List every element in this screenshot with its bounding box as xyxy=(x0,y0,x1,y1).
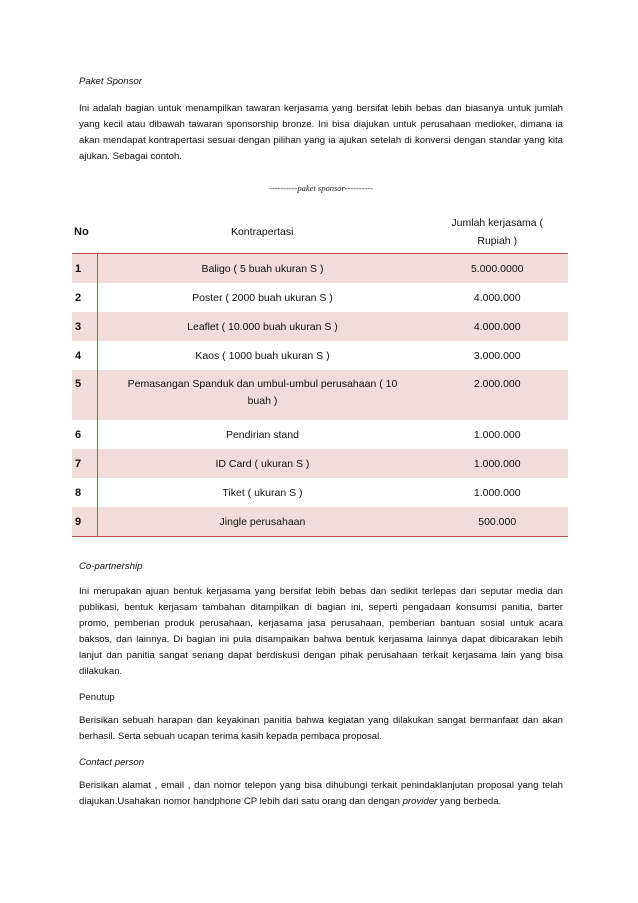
row-item: Jingle perusahaan xyxy=(98,507,427,537)
penutup-paragraph: Berisikan sebuah harapan dan keyakinan panitia bahwa kegiatan yang dilakukan sangat bermanfaat dan akan berhasil. Serta sebuah ucapan terima kasih kepada pembaca proposal. xyxy=(79,715,563,742)
row-item-line2: buah ) xyxy=(247,395,278,407)
header-jumlah xyxy=(426,211,568,254)
row-item: Poster ( 2000 buah ukuran S ) xyxy=(192,291,333,304)
header-jumlah-line2: Rupiah ) xyxy=(477,235,518,247)
copartnership-paragraph: Ini merupakan ajuan bentuk kerjasama yang bersifat lebih bebas dan sedikit terlepas dari seputar media dan publikasi, bentuk kerjasam tambahan ditampilkan di bagian ini, seperti pengadaan konsumsi panitia, barter promo, pemberian produk perusahaan, kerjasama jasa perusahaan, pemberian bantuan sosial untuk acara baksos, dan lainnya. Di bagian ini pula disampaikan bahwa bentuk kerjasama lainnya dapat dibicarakan lebih lanjut dan panitia sangat senang dapat berdiskusi dengan pihak perusahaan terkait kerjasama lain yang bisa dilakukan. xyxy=(79,586,563,677)
paket-sponsor-paragraph: Ini adalah bagian untuk menampilkan tawaran kerjasama yang bersifat lebih bebas dan biasanya untuk jumlah yang kecil atau dibawah tawaran sponsorship bronze. Ini bisa diajukan untuk perusahaan medioker, dimana ia akan mendapat kontrapertasi sesuai dengan pilihan yang ia ajukan setelah di konversi dengan standar yang kita ajukan. Sebagai contoh. xyxy=(79,103,563,162)
row-amount: 4.000.000 xyxy=(426,312,568,341)
contact-paragraph xyxy=(79,778,563,810)
page-content xyxy=(74,76,563,822)
contact-heading: Contact person xyxy=(79,757,145,768)
row-number: 1 xyxy=(72,254,98,284)
header-no: No xyxy=(72,211,98,254)
row-amount: 500.000 xyxy=(426,507,568,537)
row-number: 7 xyxy=(72,449,98,478)
row-item: ID Card ( ukuran S ) xyxy=(98,449,427,478)
row-item: Baligo ( 5 buah ukuran S ) xyxy=(98,254,427,284)
contact-text-start: Berisikan alamat , email , dan nomor telepon yang bisa dihubungi terkait penindaklanjutan proposal yang telah diajukan.Usahakan nomor handphone CP lebih dari satu orang dan dengan xyxy=(79,780,563,807)
table-caption: ----------paket sponsor---------- xyxy=(269,183,373,193)
row-item-line1: Pemasangan Spanduk dan umbul-umbul perusahaan ( 10 xyxy=(127,378,398,390)
table-row xyxy=(72,283,568,312)
row-number: 9 xyxy=(72,507,98,537)
sponsor-table xyxy=(72,211,568,537)
row-amount: 1.000.000 xyxy=(473,486,521,499)
table-row xyxy=(72,507,568,537)
row-number: 8 xyxy=(72,478,98,507)
row-item: Kaos ( 1000 buah ukuran S ) xyxy=(195,349,330,362)
table-row xyxy=(72,312,568,341)
row-item: Leaflet ( 10.000 buah ukuran S ) xyxy=(98,312,427,341)
row-amount: 1.000.000 xyxy=(473,428,521,441)
row-amount: 3.000.000 xyxy=(473,349,521,362)
row-number: 2 xyxy=(72,283,98,312)
copartnership-heading: Co-partnership xyxy=(79,561,143,572)
header-kontrapertasi: Kontrapertasi xyxy=(98,211,427,254)
paket-sponsor-heading: Paket Sponsor xyxy=(79,76,142,87)
header-jumlah-line1: Jumlah kerjasama ( xyxy=(451,217,544,229)
table-row xyxy=(72,420,568,449)
table-header-row xyxy=(72,211,568,254)
table-row xyxy=(72,341,568,370)
table-row xyxy=(72,449,568,478)
contact-text-provider: provider xyxy=(402,796,438,807)
table-row xyxy=(72,478,568,507)
row-amount: 5.000.0000 xyxy=(426,254,568,284)
row-number: 4 xyxy=(72,341,98,370)
row-amount: 1.000.000 xyxy=(426,449,568,478)
row-item: Tiket ( ukuran S ) xyxy=(222,486,303,499)
row-item: Pendirian stand xyxy=(225,428,299,441)
row-number: 3 xyxy=(72,312,98,341)
row-number: 6 xyxy=(72,420,98,449)
row-amount: 4.000.000 xyxy=(473,291,521,304)
table-row xyxy=(72,370,568,420)
row-number: 5 xyxy=(72,370,98,420)
penutup-heading: Penutup xyxy=(79,692,115,703)
row-item xyxy=(98,370,427,420)
table-row xyxy=(72,254,568,284)
contact-text-end: yang berbeda. xyxy=(437,796,502,807)
row-amount: 2.000.000 xyxy=(426,370,568,420)
